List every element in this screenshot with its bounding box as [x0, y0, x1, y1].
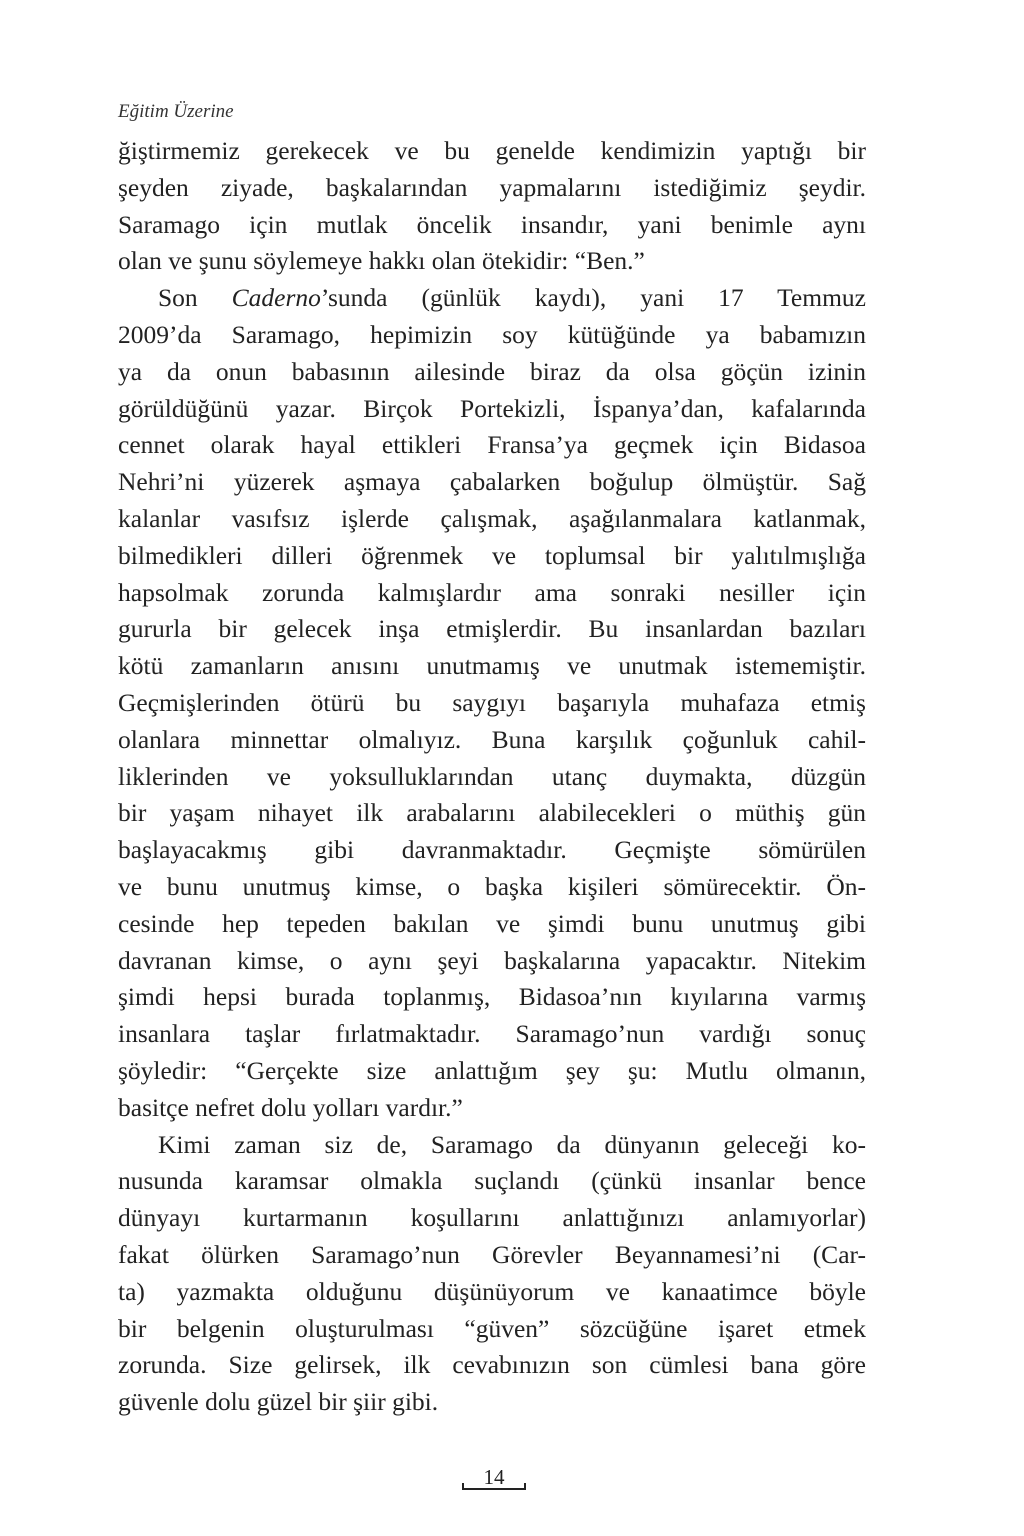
text-line: güvenle dolu güzel bir şiir gibi. — [118, 1387, 439, 1417]
text-line: bir belgenin oluşturulması “güven” sözcüğüne işaret etmek — [118, 1313, 866, 1343]
running-head: Eğitim Üzerine — [118, 101, 234, 122]
text-line: Geçmişlerinden ötürü bu saygıyı başarıyla muhafaza etmiş — [118, 687, 866, 717]
text-line: ğiştirmemiz gerekecek ve bu genelde kendimizin yaptığı bir — [118, 136, 866, 165]
text-line: nusunda karamsar olmakla suçlandı (çünkü insanlar bence — [118, 1166, 866, 1196]
text-line: cennet olarak hayal ettikleri Fransa’ya geçmek için Bidasoa — [118, 430, 866, 460]
text-line: ta) yazmakta olduğunu düşünüyorum ve kanaatimce böyle — [118, 1276, 866, 1306]
text-line: cesinde hep tepeden bakılan ve şimdi bunu unutmuş gibi — [118, 908, 866, 938]
text-line: hapsolmak zorunda kalmışlardır ama sonraki nesiller için — [118, 577, 866, 607]
body-text — [118, 133, 866, 1421]
text-line: basitçe nefret dolu yolları vardır.” — [118, 1092, 463, 1122]
text-line: olan ve şunu söylemeye hakkı olan ötekidir: “Ben.” — [118, 246, 645, 276]
paragraph — [118, 280, 866, 1126]
book-page — [118, 95, 866, 1421]
text-line: kalanlar vasıfsız işlerde çalışmak, aşağılanmalara katlanmak, — [118, 503, 866, 533]
text-line: kötü zamanların anısını unutmamış ve unutmak istememiştir. — [118, 651, 866, 681]
text-line: 2009’da Saramago, hepimizin soy kütüğünde ya babamızın — [118, 319, 866, 349]
text-line: bilmedikleri dilleri öğrenmek ve toplumsal bir yalıtılmışlığa — [118, 540, 866, 570]
text-line: olanlara minnettar olmalıyız. Buna karşılık çoğunluk cahil- — [118, 724, 866, 754]
text-line: Saramago için mutlak öncelik insandır, yani benimle aynı — [118, 209, 866, 239]
text-line: şeyden ziyade, başkalarından yapmalarını istediğimiz şeydir. — [118, 172, 866, 202]
text-line: Son Caderno’sunda (günlük kaydı), yani 17 Temmuz — [158, 283, 866, 313]
text-line: görüldüğünü yazar. Birçok Portekizli, İspanya’dan, kafalarında — [118, 393, 866, 423]
text-line: şöyledir: “Gerçekte size anlattığım şey şu: Mutlu olmanın, — [118, 1055, 866, 1085]
text-line: zorunda. Size gelirsek, ilk cevabınızın son cümlesi bana göre — [118, 1350, 866, 1380]
page-number: 14 — [483, 1465, 505, 1489]
text-line: başlayacakmış gibi davranmaktadır. Geçmişte sömürülen — [118, 835, 866, 865]
paragraph — [118, 1127, 866, 1421]
text-line: bir yaşam nihayet ilk arabalarını alabilecekleri o müthiş gün — [118, 798, 866, 828]
text-line: liklerinden ve yoksulluklarından utanç duymakta, düzgün — [118, 761, 866, 791]
text-line: Nehri’ni yüzerek aşmaya çabalarken boğulup ölmüştür. Sağ — [118, 467, 866, 497]
page-number-rule — [462, 1488, 526, 1490]
page-number-rule-left-tick — [462, 1483, 464, 1490]
text-line: gururla bir gelecek inşa etmişlerdir. Bu insanlardan bazıları — [118, 614, 866, 644]
text-line: dünyayı kurtarmanın koşullarını anlattığınızı anlamıyorlar) — [118, 1203, 866, 1233]
text-line: ve bunu unutmuş kimse, o başka kişileri sömürecektir. Ön- — [118, 871, 866, 901]
text-line: insanlara taşlar fırlatmaktadır. Saramago’nun vardığı sonuç — [118, 1019, 866, 1049]
text-line: ya da onun babasının ailesinde biraz da olsa göçün izinin — [118, 356, 866, 386]
paragraph — [118, 133, 866, 280]
page-number-footer — [462, 1464, 526, 1496]
page-number-rule-right-tick — [524, 1483, 526, 1490]
text-line: davranan kimse, o aynı şeyi başkalarına yapacaktır. Nitekim — [118, 945, 866, 975]
text-line: Kimi zaman siz de, Saramago da dünyanın geleceği ko- — [158, 1129, 866, 1159]
text-line: şimdi hepsi burada toplanmış, Bidasoa’nın kıyılarına varmış — [118, 982, 866, 1012]
text-line: fakat ölürken Saramago’nun Görevler Beyannamesi’ni (Car- — [118, 1239, 866, 1269]
